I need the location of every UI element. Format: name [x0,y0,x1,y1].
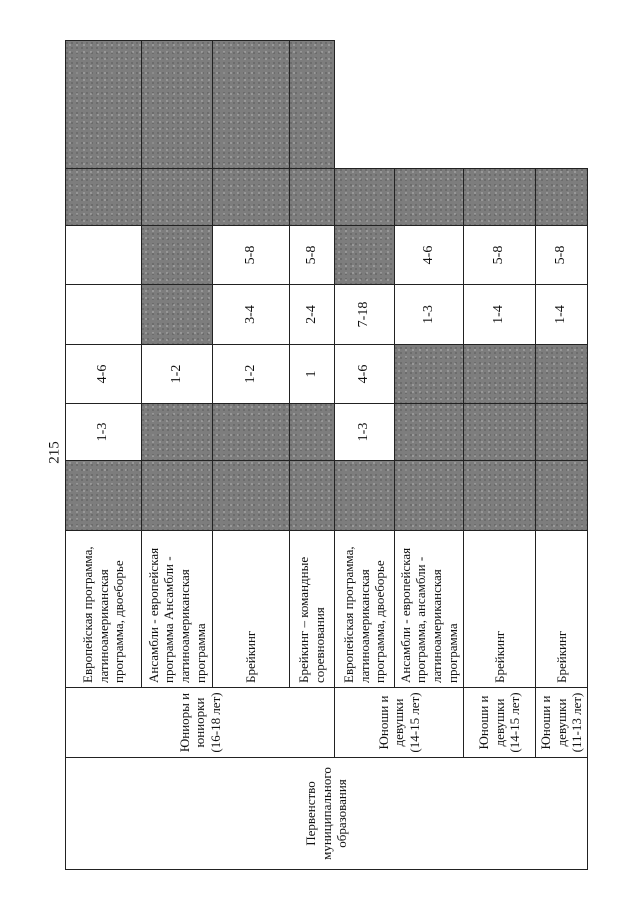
table-row [335,41,395,870]
shaded-cell [213,41,290,169]
shaded-cell [142,226,213,285]
places-cell: 5-8 [290,226,335,285]
program-cell: Европейская программа, латиноамериканская программа, двоеборье [335,531,395,688]
program-cell: Брейкинг – командные соревнования [290,531,335,688]
places-cell: 1-4 [536,285,588,345]
rotated-table-wrapper [65,41,585,870]
places-cell: 1-4 [464,285,536,345]
program-cell: Брейкинг [213,531,290,688]
program-cell: Брейкинг [536,531,588,688]
shaded-cell [335,226,395,285]
places-cell: 1-3 [395,285,464,345]
program-cell: Ансамбли - европейская программа Ансамбли - латиноамериканская программа [142,531,213,688]
places-cell: 2-4 [290,285,335,345]
shaded-cell [290,461,335,531]
shaded-cell [213,461,290,531]
shaded-cell [395,345,464,404]
shaded-cell [66,169,142,226]
shaded-cell [66,41,142,169]
places-cell [66,285,142,345]
places-cell: 5-8 [213,226,290,285]
shaded-cell [395,404,464,461]
places-cell [66,226,142,285]
program-cell: Европейская программа, латиноамериканская программа, двоеборье [66,531,142,688]
shaded-cell [142,169,213,226]
shaded-cell [464,169,536,226]
shaded-cell [536,461,588,531]
shaded-cell [142,404,213,461]
shaded-cell [66,461,142,531]
places-cell: 4-6 [66,345,142,404]
competition-cell: Первенство муниципального образования [66,758,588,870]
shaded-cell [142,41,213,169]
program-cell: Ансамбли - европейская программа, ансамбли - латиноамериканская программа [395,531,464,688]
shaded-cell [290,404,335,461]
places-cell: 4-6 [335,345,395,404]
qualification-table [65,40,588,870]
table-row [536,41,588,870]
places-cell: 1-3 [66,404,142,461]
places-cell: 1-2 [142,345,213,404]
age-group-cell: Юниоры и юниорки (16-18 лет) [66,688,335,758]
places-cell: 1 [290,345,335,404]
age-group-cell: Юноши и девушки (14-15 лет) [464,688,536,758]
shaded-cell [213,404,290,461]
places-cell: 1-3 [335,404,395,461]
shaded-cell [395,461,464,531]
shaded-cell [464,404,536,461]
shaded-cell [290,41,335,169]
shaded-cell [536,345,588,404]
page-number: 215 [46,441,63,464]
shaded-cell [464,461,536,531]
shaded-cell [142,461,213,531]
shaded-cell [290,169,335,226]
shaded-cell [536,169,588,226]
places-cell: 5-8 [536,226,588,285]
places-cell: 5-8 [464,226,536,285]
shaded-cell [213,169,290,226]
places-cell: 4-6 [395,226,464,285]
age-group-cell: Юноши и девушки (11-13 лет) [536,688,588,758]
shaded-cell [142,285,213,345]
shaded-cell [395,169,464,226]
table-row [66,41,142,870]
places-cell: 7-18 [335,285,395,345]
places-cell: 1-2 [213,345,290,404]
shaded-cell [536,404,588,461]
table-row [464,41,536,870]
program-cell: Брейкинг [464,531,536,688]
age-group-cell: Юноши и девушки (14-15 лет) [335,688,464,758]
shaded-cell [335,169,395,226]
places-cell: 3-4 [213,285,290,345]
shaded-cell [335,461,395,531]
shaded-cell [464,345,536,404]
